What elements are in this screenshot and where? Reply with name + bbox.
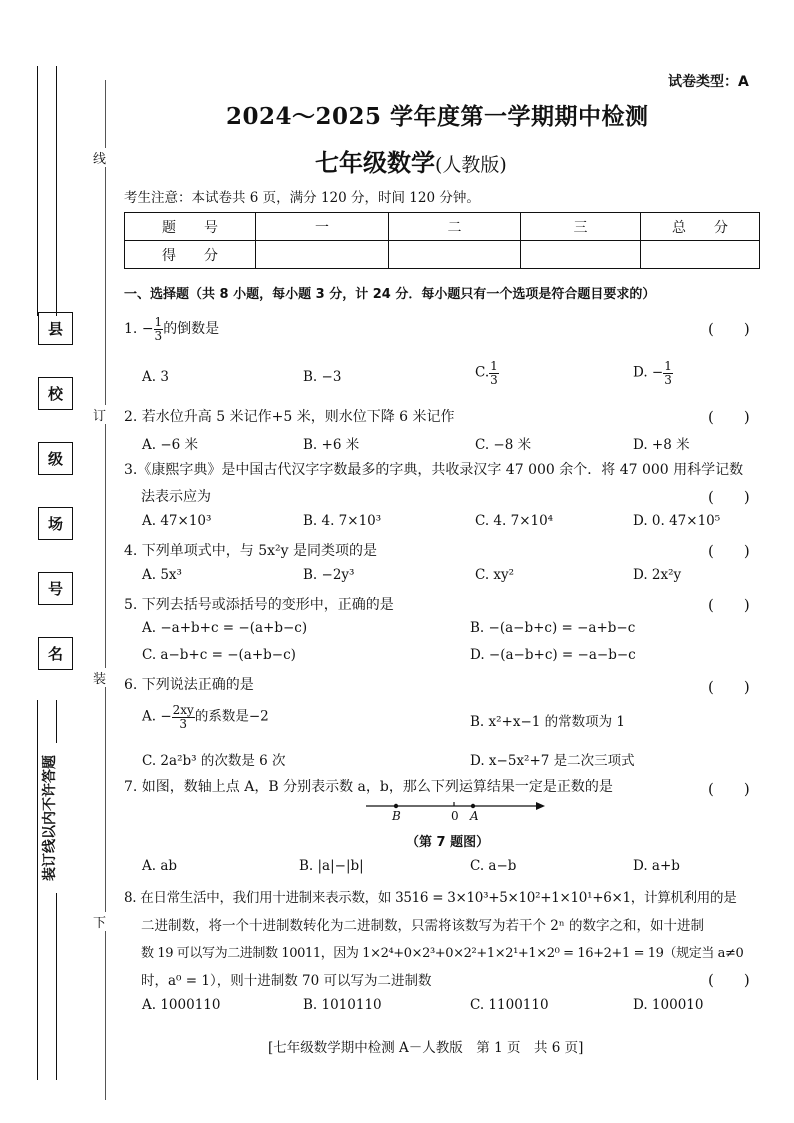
question-4: 4. 下列单项式中，与 5x²y 是同类项的是: [124, 543, 378, 559]
table-cell: 得 分: [125, 241, 256, 269]
option-a[interactable]: A. −a+b+c = −(a+b−c): [142, 620, 308, 636]
exam-notice: 考生注意：本试卷共 6 页，满分 120 分，时间 120 分钟。: [124, 190, 480, 206]
binding-dotted-line: [105, 80, 106, 1100]
question-1: [124, 316, 219, 342]
option-d[interactable]: D. − $\frac{1}{3}$: [633, 359, 672, 387]
binding-outer-line-lower: [37, 700, 38, 1080]
table-row: [125, 241, 760, 269]
binding-outer-line: [37, 66, 38, 316]
answer-paren[interactable]: ( ): [708, 542, 750, 560]
figure-caption: （第 7 题图）: [406, 835, 490, 850]
option-a[interactable]: A. 1000110: [142, 997, 221, 1013]
option-d[interactable]: D. x−5x²+7 是二次三项式: [470, 753, 635, 769]
option-d[interactable]: D. +8 米: [633, 437, 690, 453]
option-a[interactable]: A. − $\frac{2xy}{3}$ 的系数是−2: [142, 703, 269, 731]
answer-paren[interactable]: ( ): [708, 408, 750, 426]
binding-label-county: 县: [38, 312, 73, 345]
option-c[interactable]: C. 4. 7×10⁴: [475, 513, 554, 529]
option-a[interactable]: A. 5x³: [142, 567, 182, 583]
question-8-line-3: 数 19 可以写为二进制数 10011，因为 1×2⁴+0×2³+0×2²+1×2¹+1×2⁰ = 16+2+1 = 19（规定当 a≠0: [141, 946, 744, 961]
option-c[interactable]: C. −8 米: [475, 437, 532, 453]
question-text: 的倒数是: [163, 321, 220, 338]
option-b[interactable]: B. +6 米: [303, 437, 360, 453]
option-c[interactable]: C. 1100110: [470, 997, 549, 1013]
option-a[interactable]: A. ab: [142, 858, 178, 874]
answer-paren[interactable]: ( ): [708, 780, 750, 798]
answer-paren[interactable]: ( ): [708, 596, 750, 614]
binding-label-number: 号: [38, 572, 73, 605]
binding-label-grade: 级: [38, 442, 73, 475]
binding-char-below: 下: [93, 912, 106, 931]
binding-label-name: 名: [38, 637, 73, 670]
table-cell: 一: [256, 213, 389, 241]
section-title: 一、选择题（共 8 小题，每小题 3 分，计 24 分．每小题只有一个选项是符合题目要求的）: [124, 287, 656, 302]
page-subtitle: [315, 143, 507, 178]
option-b[interactable]: B. |a|−|b|: [299, 858, 364, 874]
question-2: 2. 若水位升高 5 米记作+5 米，则水位下降 6 米记作: [124, 409, 455, 425]
answer-paren[interactable]: ( ): [708, 488, 750, 506]
table-cell: 二: [389, 213, 521, 241]
table-row: [125, 213, 760, 241]
option-c[interactable]: C. a−b+c = −(a+b−c): [142, 647, 296, 663]
question-8-line-4: 时，a⁰ = 1），则十进制数 70 可以写为二进制数: [141, 973, 432, 989]
table-cell: 题 号: [125, 213, 256, 241]
label-b: B: [392, 809, 401, 823]
option-b[interactable]: B. 4. 7×10³: [303, 513, 382, 529]
option-a[interactable]: A. −6 米: [142, 437, 199, 453]
page-title: 2024～2025 学年度第一学期期中检测: [226, 103, 649, 130]
binding-char-order: 订: [93, 405, 106, 424]
option-a[interactable]: A. 47×10³: [142, 513, 212, 529]
point-a: [471, 804, 475, 808]
sign: −: [141, 321, 154, 338]
score-table: [124, 212, 760, 269]
question-6: 6. 下列说法正确的是: [124, 677, 254, 693]
option-b[interactable]: B. 1010110: [303, 997, 382, 1013]
option-b[interactable]: B. −2y³: [303, 567, 355, 583]
question-7: 7. 如图，数轴上点 A，B 分别表示数 a，b，那么下列运算结果一定是正数的是: [124, 779, 613, 795]
option-a[interactable]: A. 3: [142, 369, 169, 385]
table-cell: 总 分: [641, 213, 760, 241]
fraction: $\frac{1}{3}$: [154, 315, 163, 343]
subtitle-edition: (人教版): [435, 154, 507, 176]
question-number: 1.: [124, 321, 138, 338]
option-b[interactable]: B. −3: [303, 369, 342, 385]
binding-inner-line: [56, 66, 57, 316]
binding-warning: 装订线以内不许答题: [39, 743, 59, 893]
answer-paren[interactable]: ( ): [708, 971, 750, 989]
score-input-cell[interactable]: [521, 241, 641, 269]
subtitle-main: 七年级数学: [315, 148, 435, 177]
option-b[interactable]: B. x²+x−1 的常数项为 1: [470, 714, 626, 730]
score-input-cell[interactable]: [256, 241, 389, 269]
point-b: [394, 804, 398, 808]
score-input-cell[interactable]: [641, 241, 760, 269]
question-5: 5. 下列去括号或添括号的变形中，正确的是: [124, 597, 394, 613]
label-origin: 0: [451, 809, 459, 823]
question-3-line-2: 法表示应为: [141, 489, 211, 505]
answer-paren[interactable]: ( ): [708, 320, 750, 338]
binding-char-pack: 装: [93, 668, 106, 687]
binding-char-line: 线: [93, 148, 106, 167]
paper-type: 试卷类型：A: [668, 74, 749, 90]
binding-label-school: 校: [38, 377, 73, 410]
option-c[interactable]: C. a−b: [470, 858, 517, 874]
option-d[interactable]: D. 0. 47×10⁵: [633, 513, 721, 529]
label-a: A: [470, 809, 479, 823]
page-footer: [七年级数学期中检测 A－人教版 第 1 页 共 6 页]: [268, 1040, 584, 1056]
option-d[interactable]: D. 100010: [633, 997, 704, 1013]
table-cell: 三: [521, 213, 641, 241]
number-line-arrow: [536, 802, 545, 810]
question-8-line-2: 二进制数，将一个十进制数转化为二进制数，只需将该数写为若干个 2ⁿ 的数字之和，如十进制: [141, 918, 705, 934]
option-d[interactable]: D. −(a−b+c) = −a−b−c: [470, 647, 636, 663]
question-8-line-1: 8. 在日常生活中，我们用十进制来表示数，如 3516 = 3×10³+5×10²+1×10¹+6×1，计算机利用的是: [124, 890, 737, 906]
option-d[interactable]: D. 2x²y: [633, 567, 682, 583]
question-3-line-1: 3.《康熙字典》是中国古代汉字字数最多的字典，共收录汉字 47 000 余个．将 47 000 用科学记数: [124, 462, 744, 478]
option-d[interactable]: D. a+b: [633, 858, 680, 874]
binding-label-room: 场: [38, 507, 73, 540]
option-c[interactable]: C. xy²: [475, 567, 515, 583]
option-b[interactable]: B. −(a−b+c) = −a+b−c: [470, 620, 636, 636]
answer-paren[interactable]: ( ): [708, 678, 750, 696]
score-input-cell[interactable]: [389, 241, 521, 269]
option-c[interactable]: C. $\frac{1}{3}$: [475, 359, 498, 387]
option-c[interactable]: C. 2a²b³ 的次数是 6 次: [142, 753, 286, 769]
